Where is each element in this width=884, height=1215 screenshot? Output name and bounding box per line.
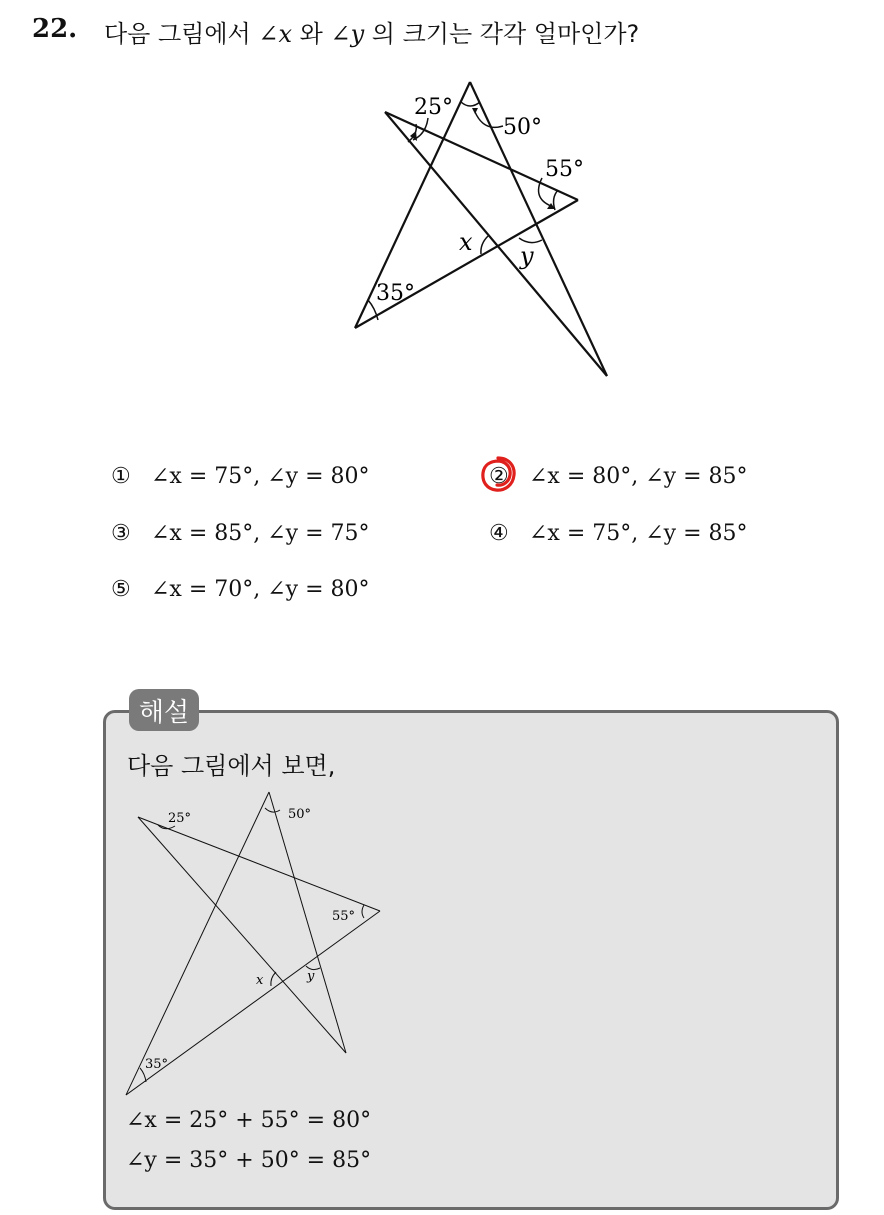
star-figure	[330, 70, 630, 390]
solution-figure-line	[126, 792, 269, 1095]
choice-1-text: ∠x = 75°, ∠y = 80°	[151, 464, 370, 489]
choice-4-text: ∠x = 75°, ∠y = 85°	[529, 521, 748, 546]
choice-3-text: ∠x = 85°, ∠y = 75°	[151, 521, 370, 546]
solution-intro: 다음 그림에서 보면,	[127, 752, 336, 780]
choice-3-number: ③	[111, 521, 131, 546]
question-angle-y: ∠y	[330, 20, 365, 48]
question-text-and: 와	[292, 20, 331, 48]
choice-5[interactable]	[111, 577, 370, 602]
label-y: y	[520, 242, 534, 270]
choice-1[interactable]	[111, 464, 370, 489]
choice-4-number: ④	[489, 521, 509, 546]
solution-figure-line	[138, 817, 380, 911]
solution-arc-50	[265, 808, 280, 812]
choice-4[interactable]	[489, 521, 748, 546]
label-50: 50°	[503, 115, 542, 140]
solution-star-figure	[118, 782, 388, 1102]
angle-arc-50	[461, 102, 480, 106]
solution-arc-x	[271, 972, 276, 986]
pointer-55	[539, 178, 551, 206]
label-x: x	[459, 228, 473, 256]
label-55: 55°	[545, 157, 584, 182]
figure-line	[355, 200, 578, 328]
solution-tag: 해설	[129, 689, 199, 731]
solution-label-y: y	[307, 969, 315, 984]
solution-label-50: 50°	[288, 807, 312, 822]
choice-5-text: ∠x = 70°, ∠y = 80°	[151, 577, 370, 602]
arrowhead	[472, 108, 478, 114]
angle-arc-55	[554, 190, 558, 210]
choice-5-number: ⑤	[111, 577, 131, 602]
choice-2[interactable]	[489, 464, 748, 489]
solution-arc-55	[362, 905, 364, 918]
answer-marker-circle	[478, 454, 518, 494]
solution-label-x: x	[256, 973, 264, 988]
figure-line	[385, 112, 578, 200]
choice-3[interactable]	[111, 521, 370, 546]
question-angle-x: ∠x	[258, 20, 293, 48]
solution-equation-x: ∠x = 25° + 55° = 80°	[126, 1108, 372, 1133]
label-35: 35°	[376, 281, 415, 306]
question-text	[104, 14, 639, 49]
question-text-before: 다음 그림에서	[104, 20, 259, 48]
choice-1-number: ①	[111, 464, 131, 489]
choice-2-text: ∠x = 80°, ∠y = 85°	[529, 464, 748, 489]
question-number: 22.	[32, 14, 78, 44]
question-text-after: 의 크기는 각각 얼마인가?	[364, 20, 640, 48]
solution-figure-line	[138, 817, 346, 1053]
label-25: 25°	[414, 95, 453, 120]
solution-equation-y: ∠y = 35° + 50° = 85°	[126, 1148, 372, 1173]
solution-label-55: 55°	[332, 909, 356, 924]
figure-line	[385, 112, 607, 376]
choice-2-number: ②	[489, 464, 509, 489]
solution-label-35: 35°	[145, 1057, 169, 1072]
solution-label-25: 25°	[168, 811, 192, 826]
